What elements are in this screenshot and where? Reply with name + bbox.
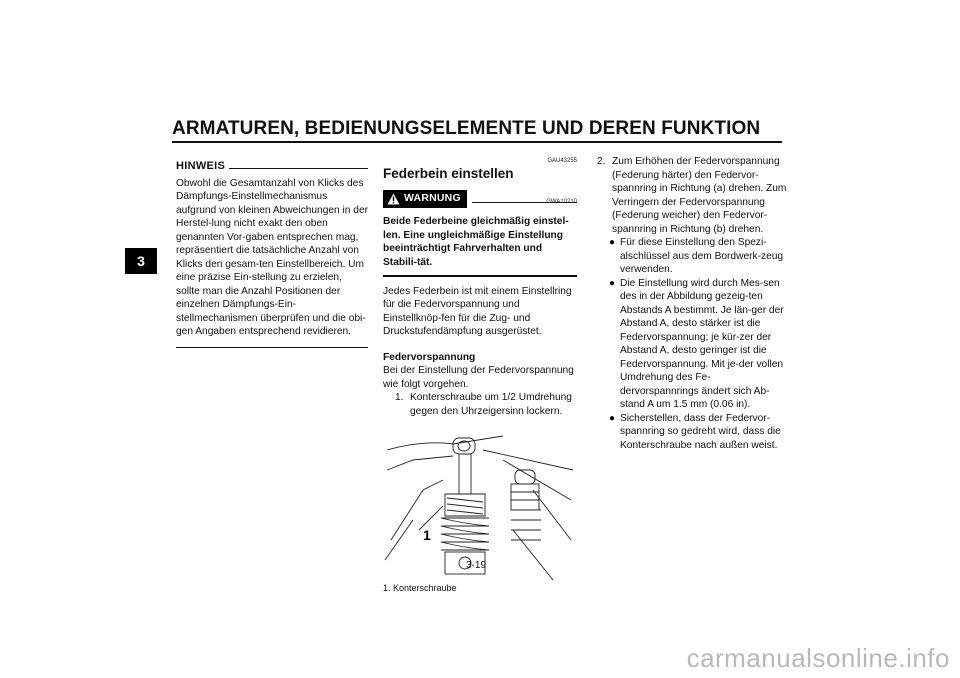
bullet-icon: ●	[609, 412, 616, 424]
note-end-rule	[176, 347, 368, 348]
shock-absorber-illustration	[383, 430, 575, 580]
bullet-icon: ●	[609, 277, 616, 289]
main-column	[383, 155, 577, 596]
watermark: carmanualsonline.info	[686, 643, 950, 673]
warning-code: GWA10210	[546, 198, 577, 205]
figure-callout-label: 1	[423, 527, 431, 543]
step-2-number: 2.	[597, 156, 606, 167]
bullet-icon: ●	[609, 237, 616, 248]
step-2	[597, 155, 787, 236]
note-header	[176, 160, 368, 174]
step-1-number: 1.	[395, 392, 404, 403]
sub-intro-text: Bei der Einstellung der Federvorspannung wie folgt vorgehen.	[383, 365, 574, 390]
bullet-item	[609, 236, 787, 277]
warning-end-rule	[383, 275, 577, 277]
subheading: Federvorspannung	[383, 351, 476, 363]
warning-badge	[383, 190, 467, 208]
step-1	[395, 391, 577, 418]
title-rule	[172, 141, 782, 143]
section-code: GAU43255	[547, 158, 577, 164]
page-number: 3-19	[466, 560, 487, 571]
warning-triangle-icon	[387, 193, 400, 205]
figure-caption: 1. Konterschraube	[383, 583, 457, 593]
chapter-tab: 3	[125, 248, 157, 274]
section-title: Federbein einstellen	[383, 165, 514, 181]
note-text: Obwohl die Gesamtanzahl von Klicks des Dämpfungs-Einstellmechanismus aufgrund von kleinen Abweichungen in der Herstel-lung nicht exakt den oben genannten Vor-gaben entsprechen mag, repräsentiert die tatsächliche Anzahl von Klicks den gesam-ten Einstellbereich. Um eine präzise Ein-stellung zu erzielen, sollte man die Anzahl Positionen der einzelnen Dämpfungs-Ein-stellmechanismen überprüfen und die obi-gen Angaben entsprechend revidieren.	[176, 177, 369, 337]
note-column	[176, 160, 368, 348]
step-1-text: Konterschraube um 1/2 Umdrehung gegen den Uhrzeigersinn lockern.	[410, 392, 572, 417]
right-column	[597, 155, 787, 452]
note-label: HINWEIS	[176, 160, 226, 172]
warning-label: WARNUNG	[404, 192, 461, 204]
bullet-item	[609, 412, 787, 453]
bullet-text: Sicherstellen, dass der Federvor-spannring so gedreht wird, dass die Konterschraube nach außen weist.	[620, 412, 781, 451]
shock-absorber-figure	[383, 430, 575, 580]
bullet-text: Die Einstellung wird durch Mes-sen des in der Abbildung gezeig-ten Abstands A bestimmt. Je län-ger der Abstand A, desto stärker ist die Federvorspannung; je kür-zer der Abstand A, desto geringer ist die Federvorspannung. Mit je-der vollen Umdrehung des Fe-dervorspannrings ändert sich Ab-stand A um 1.5 mm (0.06 in).	[620, 277, 784, 410]
note-header-rule	[229, 168, 368, 169]
bullet-item	[609, 277, 787, 412]
warning-text: Beide Federbeine gleichmäßig einstel-len. Eine ungleichmäßige Einstellung beeinträchtigt Fahrverhalten und Stabili-tät.	[383, 216, 569, 268]
page-title: ARMATUREN, BEDIENUNGSELEMENTE UND DEREN FUNKTION	[172, 118, 761, 139]
step-2-text: Zum Erhöhen der Federvorspannung (Federung härter) den Federvor-spannring in Richtung (a) drehen. Zum Verringern der Federvorspannung (Federung weicher) den Federvor-spannring in Richtung (b) drehen.	[612, 156, 787, 235]
bullet-text: Für diese Einstellung den Spezi-alschlüssel aus dem Bordwerk-zeug verwenden.	[620, 237, 784, 275]
intro-text: Jedes Federbein ist mit einem Einstellring für die Federvorspannung und Einstellknöp-fen für die Zug- und Druckstufendämpfung ausgerüstet.	[383, 285, 572, 337]
